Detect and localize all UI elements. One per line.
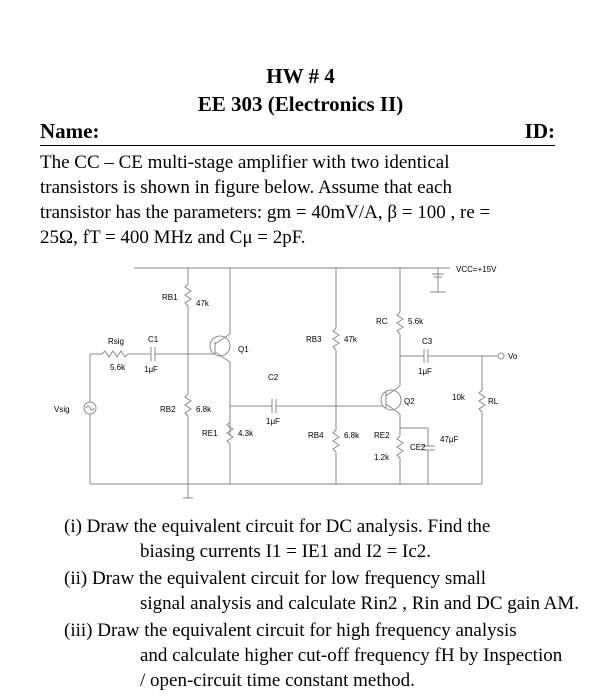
rb1-label: RB1 [162, 293, 178, 302]
c3-label: C3 [422, 337, 433, 346]
id-label: ID: [524, 119, 555, 143]
problem-line-2: transistors is shown in figure below. Assume that each [40, 177, 452, 198]
q2-label: Q2 [404, 397, 415, 406]
vsig-label: Vsig [54, 405, 70, 414]
problem-statement [40, 150, 553, 250]
question-1-line-2: biasing currents I1 = IE1 and I2 = Ic2. [140, 541, 432, 562]
rb2-value: 6.8k [196, 405, 212, 414]
course-title: EE 303 (Electronics II) [197, 92, 404, 116]
rb4-value: 6.8k [344, 431, 360, 440]
question-2-line-2: signal analysis and calculate Rin2 , Rin and DC gain AM. [140, 593, 580, 614]
c1-value: 1μF [144, 365, 158, 374]
question-1 [64, 514, 592, 564]
question-3 [64, 618, 592, 693]
circuit-diagram [52, 262, 532, 510]
rsig-label: Rsig [108, 337, 125, 346]
re1-label: RE1 [202, 429, 218, 438]
problem-line-1: The CC – CE multi-stage amplifier with two identical [40, 152, 450, 173]
rb2-label: RB2 [160, 405, 176, 414]
question-2-line-1: (ii) Draw the equivalent circuit for low frequency small [64, 568, 487, 589]
c2-label: C2 [268, 373, 279, 382]
name-id-row [40, 119, 555, 146]
c3-value: 1μF [418, 367, 432, 376]
question-3-line-1: (iii) Draw the equivalent circuit for high frequency analysis [64, 620, 517, 641]
homework-title: HW # 4 [266, 64, 335, 88]
c1-label: C1 [148, 335, 159, 344]
vo-label: Vo [508, 352, 518, 361]
rc-value: 5.6k [408, 317, 424, 326]
question-3-line-3: / open-circuit time constant method. [140, 670, 415, 691]
vcc-label: VCC=+15V [456, 265, 497, 274]
rb4-label: RB4 [308, 431, 324, 440]
rl-label: RL [488, 397, 499, 406]
problem-line-3: transistor has the parameters: gm = 40mV/A, β = 100 , re = [40, 202, 491, 223]
rb1-value: 47k [196, 299, 209, 308]
rsig-value: 5.6k [110, 363, 126, 372]
rb3-label: RB3 [306, 335, 322, 344]
question-1-line-1: (i) Draw the equivalent circuit for DC analysis. Find the [64, 516, 491, 537]
ce2-label: CE2 [410, 443, 426, 452]
c2-value: 1μF [266, 417, 280, 426]
rb3-value: 47k [344, 335, 357, 344]
question-3-line-2: and calculate higher cut-off frequency fH by Inspection [140, 645, 563, 666]
re2-value: 1.2k [374, 453, 390, 462]
name-label: Name: [40, 119, 100, 143]
ce2-value: 47μF [440, 435, 459, 444]
rl-value: 10k [452, 393, 465, 402]
problem-line-4: 25Ω, fT = 400 MHz and Cμ = 2pF. [40, 227, 306, 248]
question-2 [64, 566, 592, 616]
re1-value: 4.3k [238, 429, 254, 438]
q1-label: Q1 [238, 345, 249, 354]
re2-label: RE2 [374, 431, 390, 440]
rc-label: RC [376, 317, 388, 326]
